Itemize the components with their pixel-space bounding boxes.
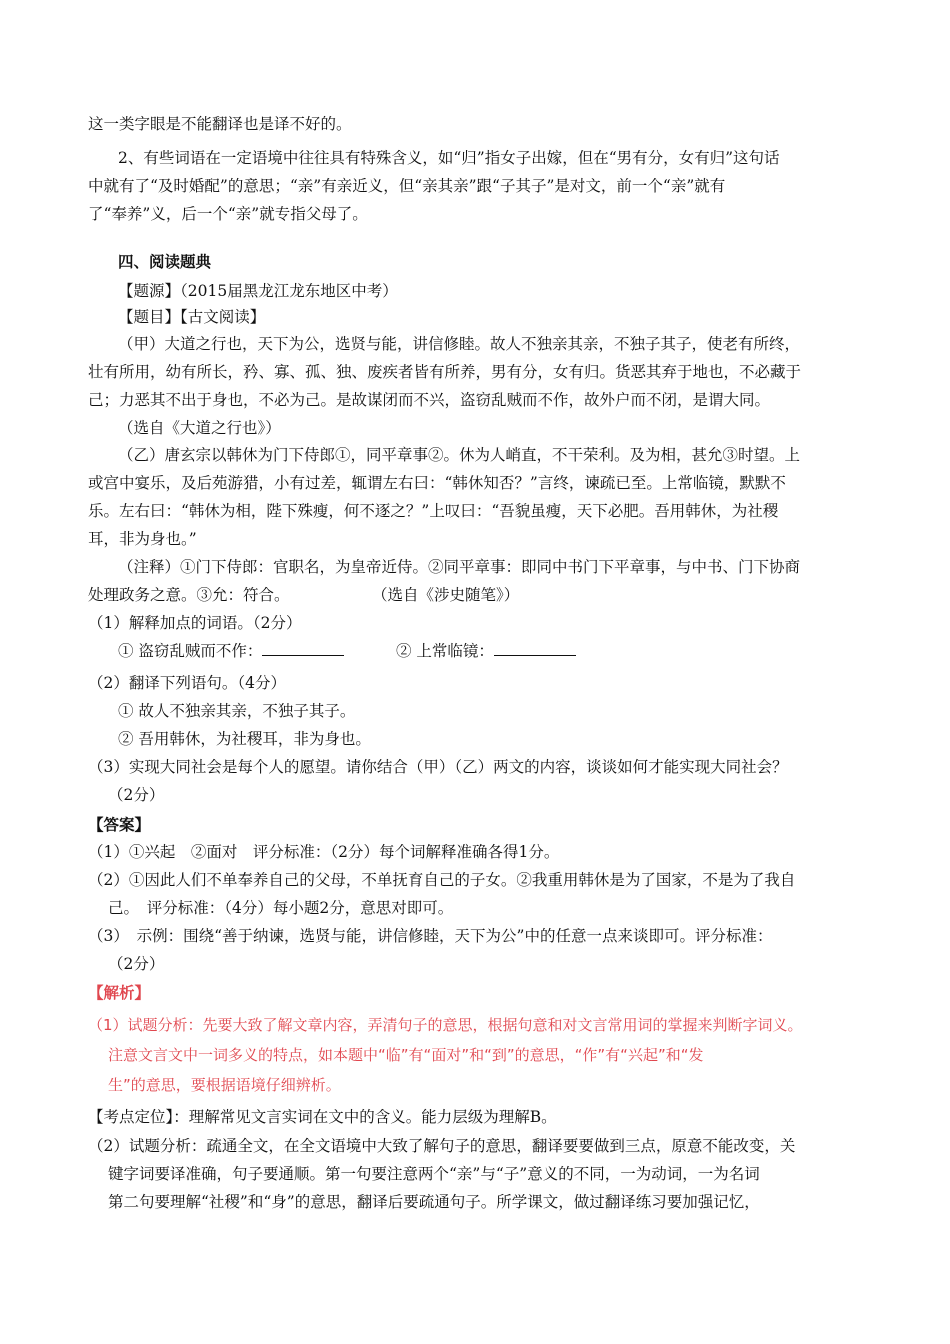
analysis-text: 注意文言文中一词多义的特点，如本题中“临”有“面对”和“到”的意思，“作”有“兴起”和“发 xyxy=(108,1046,704,1064)
answer-text: （3） 示例：围绕“善于纳谏，选贤与能，讲信修睦，天下为公”中的任意一点来谈即可。评分标准： xyxy=(88,927,773,945)
answer-text: 己。 评分标准：（4分）每小题2分，意思对即可。 xyxy=(108,899,454,917)
analysis-text: （1）试题分析：先要大致了解文章内容，弄清句子的意思，根据句意和对文言常用词的掌握来判断字词义。 xyxy=(88,1016,803,1034)
question-title: 【题目】【古文阅读】 xyxy=(118,308,266,326)
passage-source: （选自《涉史随笔》） xyxy=(372,586,520,604)
passage-yi: （乙）唐玄宗以韩休为门下侍郎①，同平章事②。休为人峭直，不干荣利。及为相，甚允③时望。上 xyxy=(118,446,801,464)
body-text: 这一类字眼是不能翻译也是译不好的。 xyxy=(88,115,352,133)
question-2-item: ② 吾用韩休，为社稷耳，非为身也。 xyxy=(118,730,371,748)
passage-jia: （甲）大道之行也，天下为公，选贤与能，讲信修睦。故人不独亲其亲，不独子其子，使老有所终， xyxy=(118,335,801,353)
body-text: 中就有了“及时婚配”的意思；“亲”有亲近义，但“亲其亲”跟“子其子”是对文，前一个“亲”就有 xyxy=(88,177,726,195)
answer-heading: 【答案】 xyxy=(88,815,151,834)
analysis-heading: 【解析】 xyxy=(88,983,151,1002)
question-1-item xyxy=(118,641,344,661)
answer-text: （2分） xyxy=(108,955,165,973)
passage-yi: 耳，非为身也。” xyxy=(88,530,197,548)
analysis-text: （2）试题分析：疏通全文，在全文语境中大致了解句子的意思，翻译要要做到三点，原意不能改变，关 xyxy=(88,1137,796,1155)
analysis-text: 第二句要理解“社稷”和“身”的意思，翻译后要疏通句子。所学课文，做过翻译练习要加强记忆， xyxy=(108,1193,760,1211)
passage-yi: 乐。左右曰：“韩休为相，陛下殊瘦，何不逐之？”上叹曰：“吾貌虽瘦，天下必肥。吾用韩休，为社稷 xyxy=(88,502,779,520)
answer-text: （2）①因此人们不单奉养自己的父母，不单抚育自己的子女。②我重用韩休是为了国家，不是为了我自 xyxy=(88,871,796,889)
question-1: （1）解释加点的词语。（2分） xyxy=(88,614,302,632)
body-text: 2、有些词语在一定语境中往往具有特殊含义，如“归”指女子出嫁，但在“男有分，女有归”这句话 xyxy=(118,149,780,167)
knowledge-point: 【考点定位】：理解常见文言实词在文中的含义。能力层级为理解B。 xyxy=(88,1108,557,1126)
passage-yi: 或宫中宴乐，及后苑游猎，小有过差，辄谓左右曰：“韩休知否？”言终，谏疏已至。上常临镜，默默不 xyxy=(88,474,786,492)
annotation: （注释）①门下侍郎：官职名，为皇帝近侍。②同平章事：即同中书门下平章事，与中书、门下协商 xyxy=(118,558,801,576)
annotation: 处理政务之意。③允：符合。 xyxy=(88,586,290,604)
question-2: （2）翻译下列语句。（4分） xyxy=(88,674,286,692)
passage-source: （选自《大道之行也》） xyxy=(118,419,281,437)
analysis-text: 键字词要译准确，句子要通顺。第一句要注意两个“亲”与“子”意义的不同，一为动词，一为名词 xyxy=(108,1165,760,1183)
section-heading: 四、阅读题典 xyxy=(118,252,212,271)
question-3: （3）实现大同社会是每个人的愿望。请你结合（甲）（乙）两文的内容，谈谈如何才能实现大同社会？ xyxy=(88,758,788,776)
answer-blank xyxy=(262,641,344,656)
question-1-item xyxy=(396,641,576,661)
answer-text: （1）①兴起 ②面对 评分标准：（2分）每个词解释准确各得1分。 xyxy=(88,843,560,861)
item-text: ① 盗窃乱贼而不作： xyxy=(118,642,263,660)
body-text: 了“奉养”义，后一个“亲”就专指父母了。 xyxy=(88,205,368,223)
passage-jia: 壮有所用，幼有所长，矜、寡、孤、独、废疾者皆有所养，男有分，女有归。货恶其弃于地也，不必藏于 xyxy=(88,363,802,381)
passage-jia: 己；力恶其不出于身也，不必为己。是故谋闭而不兴，盗窃乱贼而不作，故外户而不闭，是谓大同。 xyxy=(88,391,771,409)
question-source: 【题源】（2015届黑龙江龙东地区中考） xyxy=(118,282,398,300)
item-text: ② 上常临镜： xyxy=(396,642,494,660)
question-2-item: ① 故人不独亲其亲，不独子其子。 xyxy=(118,702,356,720)
analysis-text: 生”的意思，要根据语境仔细辨析。 xyxy=(108,1076,341,1094)
answer-blank xyxy=(494,641,576,656)
question-3: （2分） xyxy=(108,786,165,804)
